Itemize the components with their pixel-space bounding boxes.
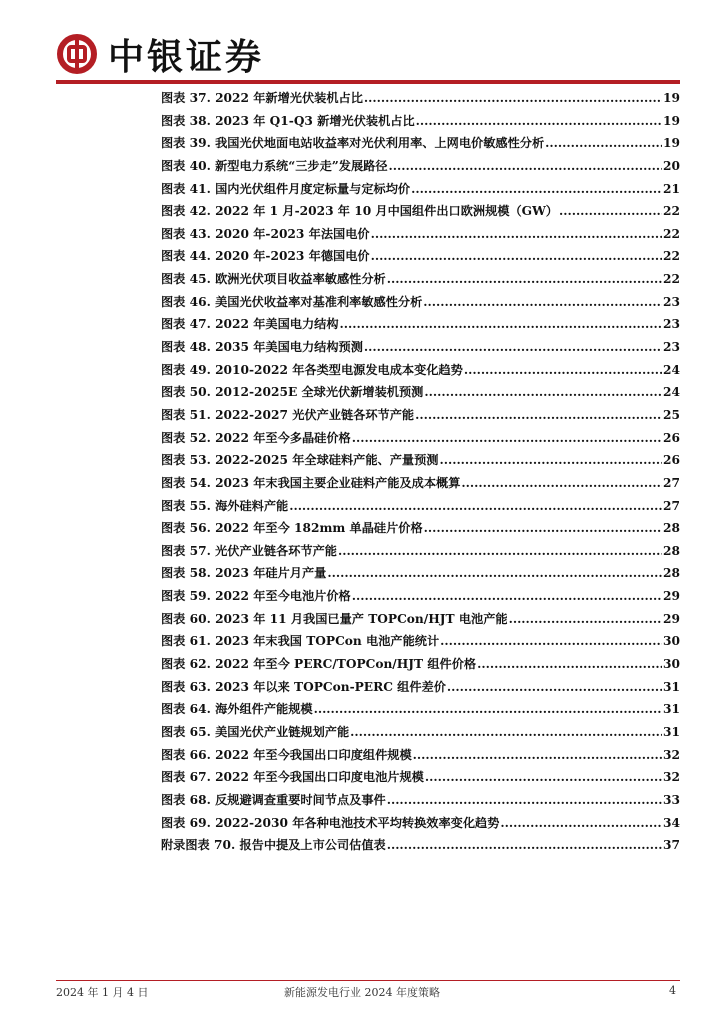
toc-entry-page: 32 [663,770,680,785]
toc-entry-page: 33 [663,792,680,807]
toc-entry-page: 22 [663,272,680,287]
toc-entry[interactable] [161,834,680,857]
toc-entry-label: 图表 37. 2022 年新增光伏装机占比 [161,91,363,105]
header-rule [56,80,680,84]
toc-leader-dots [461,472,662,495]
toc-entry[interactable] [161,517,680,540]
toc-leader-dots [500,812,662,835]
toc-leader-dots [464,359,662,382]
toc-entry[interactable] [161,698,680,721]
toc-entry-label: 图表 63. 2023 年以来 TOPCon-PERC 组件差价 [161,679,446,694]
toc-entry-page: 23 [663,317,680,332]
toc-leader-dots [327,562,662,585]
toc-entry-page: 25 [663,407,680,422]
toc-entry-label: 图表 41. 国内光伏组件月度定标量与定标均价 [161,181,411,196]
toc-entry-label: 图表 49. 2010-2022 年各类型电源发电成本变化趋势 [161,362,463,377]
toc-leader-dots [340,313,662,336]
toc-entry[interactable] [161,359,680,382]
toc-entry-label: 图表 69. 2022-2030 年各种电池技术平均转换效率变化趋势 [161,815,500,830]
toc-entry-page: 27 [663,498,680,513]
toc-entry-label: 图表 60. 2023 年 11 月我国已量产 TOPCon/HJT 电池产能 [161,611,508,626]
toc-leader-dots [439,449,662,472]
toc-entry[interactable] [161,223,680,246]
toc-leader-dots [509,608,662,631]
toc-entry-label: 图表 52. 2022 年至今多晶硅价格 [161,430,351,445]
page-header [56,28,264,80]
toc-entry[interactable] [161,789,680,812]
toc-entry-label: 图表 48. 2035 年美国电力结构预测 [161,340,363,355]
toc-entry-label: 图表 64. 海外组件产能规模 [161,702,313,717]
toc-entry-page: 22 [663,249,680,264]
toc-leader-dots [289,495,662,518]
toc-entry-label: 图表 50. 2012-2025E 全球光伏新增装机预测 [161,385,424,400]
toc-entry-label: 附录图表 70. 报告中提及上市公司估值表 [161,838,386,853]
toc-entry-page: 29 [663,611,680,626]
toc-entry[interactable] [161,812,680,835]
toc-entry-label: 图表 67. 2022 年至今我国出口印度电池片规模 [161,770,424,785]
toc-entry-label: 图表 65. 美国光伏产业链规划产能 [161,724,350,739]
toc-entry-page: 28 [663,566,680,581]
toc-entry[interactable] [161,381,680,404]
toc-entry-page: 23 [663,294,680,309]
toc-entry[interactable] [161,200,680,223]
toc-entry-page: 27 [663,475,680,490]
toc-leader-dots [447,676,662,699]
toc-entry[interactable] [161,178,680,201]
toc-leader-dots [364,336,662,359]
toc-entry-page: 21 [663,181,680,196]
toc-leader-dots [387,834,662,857]
toc-leader-dots [350,721,662,744]
toc-entry-label: 图表 46. 美国光伏收益率对基准利率敏感性分析 [161,294,423,309]
toc-entry[interactable] [161,268,680,291]
toc-entry[interactable] [161,110,680,133]
toc-leader-dots [559,200,662,223]
toc-entry-label: 图表 61. 2023 年末我国 TOPCon 电池产能统计 [161,634,440,649]
toc-entry-page: 31 [663,724,680,739]
toc-entry-label: 图表 45. 欧洲光伏项目收益率敏感性分析 [161,272,386,287]
toc-leader-dots [423,291,662,314]
toc-leader-dots [424,517,662,540]
figure-index-list [161,87,680,857]
toc-entry[interactable] [161,427,680,450]
toc-entry[interactable] [161,495,680,518]
toc-entry-page: 28 [663,543,680,558]
toc-entry[interactable] [161,766,680,789]
toc-entry[interactable] [161,540,680,563]
toc-entry-label: 图表 66. 2022 年至今我国出口印度组件规模 [161,747,412,762]
toc-entry-label: 图表 58. 2023 年硅片月产量 [161,566,327,581]
toc-leader-dots [424,381,662,404]
toc-leader-dots [314,698,662,721]
footer-date: 2024 年 1 月 4 日 [56,986,149,999]
toc-entry-page: 19 [663,113,680,128]
toc-entry-label: 图表 59. 2022 年至今电池片价格 [161,589,351,604]
toc-leader-dots [413,744,662,767]
toc-leader-dots [387,789,662,812]
bank-of-china-logo-icon [56,33,98,75]
page-number: 4 [669,984,676,997]
toc-leader-dots [415,404,662,427]
toc-entry-label: 图表 42. 2022 年 1 月-2023 年 10 月中国组件出口欧洲规模（GW） [161,204,558,219]
toc-entry[interactable] [161,155,680,178]
toc-entry-page: 28 [663,521,680,536]
toc-entry[interactable] [161,336,680,359]
toc-entry[interactable] [161,87,680,110]
toc-entry-page: 30 [663,657,680,672]
toc-entry-page: 29 [663,589,680,604]
toc-entry[interactable] [161,562,680,585]
toc-entry-page: 23 [663,340,680,355]
toc-leader-dots [371,223,662,246]
toc-entry-page: 34 [663,815,680,830]
toc-leader-dots [477,653,662,676]
toc-leader-dots [440,630,662,653]
toc-entry-page: 24 [663,362,680,377]
toc-leader-dots [371,245,662,268]
toc-entry[interactable] [161,449,680,472]
toc-entry-label: 图表 53. 2022-2025 年全球硅料产能、产量预测 [161,453,439,468]
toc-entry-page: 31 [663,679,680,694]
toc-entry-page: 26 [663,430,680,445]
toc-entry-label: 图表 43. 2020 年-2023 年法国电价 [161,226,370,241]
toc-leader-dots [389,155,663,178]
toc-entry-page: 32 [663,747,680,762]
toc-entry-label: 图表 38. 2023 年 Q1-Q3 新增光伏装机占比 [161,113,415,128]
toc-entry[interactable] [161,653,680,676]
toc-entry-label: 图表 40. 新型电力系统“三步走”发展路径 [161,158,388,173]
toc-entry-page: 30 [663,634,680,649]
brand-name: 中银证券 [108,36,265,78]
toc-leader-dots [545,132,662,155]
toc-entry-page: 20 [663,158,680,173]
toc-entry-label: 图表 68. 反规避调查重要时间节点及事件 [161,792,386,807]
toc-leader-dots [338,540,662,563]
toc-entry-page: 22 [663,204,680,219]
toc-entry[interactable] [161,245,680,268]
toc-entry-label: 图表 56. 2022 年至今 182mm 单晶硅片价格 [161,521,423,536]
toc-entry-label: 图表 51. 2022-2027 光伏产业链各环节产能 [161,407,415,422]
toc-entry-label: 图表 39. 我国光伏地面电站收益率对光伏利用率、上网电价敏感性分析 [161,136,545,151]
toc-entry-page: 31 [663,702,680,717]
toc-entry-page: 37 [663,838,680,853]
toc-leader-dots [411,178,662,201]
toc-leader-dots [387,268,662,291]
toc-entry[interactable] [161,132,680,155]
toc-entry-label: 图表 54. 2023 年末我国主要企业硅料产能及成本概算 [161,475,461,490]
toc-entry-page: 19 [663,91,680,105]
toc-entry-label: 图表 44. 2020 年-2023 年德国电价 [161,249,370,264]
toc-leader-dots [425,766,662,789]
toc-entry[interactable] [161,313,680,336]
toc-entry[interactable] [161,585,680,608]
toc-entry-page: 22 [663,226,680,241]
toc-entry[interactable] [161,291,680,314]
toc-entry[interactable] [161,608,680,631]
toc-entry[interactable] [161,744,680,767]
toc-entry-label: 图表 55. 海外硅料产能 [161,498,289,513]
toc-entry-label: 图表 62. 2022 年至今 PERC/TOPCon/HJT 组件价格 [161,657,477,672]
toc-entry[interactable] [161,472,680,495]
toc-entry[interactable] [161,676,680,699]
toc-leader-dots [352,585,662,608]
toc-leader-dots [352,427,662,450]
toc-entry-label: 图表 57. 光伏产业链各环节产能 [161,543,337,558]
toc-leader-dots [416,110,662,133]
footer-rule [56,980,680,981]
toc-entry[interactable] [161,404,680,427]
toc-entry[interactable] [161,630,680,653]
toc-entry[interactable] [161,721,680,744]
toc-entry-page: 19 [663,136,680,151]
toc-entry-label: 图表 47. 2022 年美国电力结构 [161,317,339,332]
toc-leader-dots [364,87,662,110]
footer-title: 新能源发电行业 2024 年度策略 [284,986,440,999]
toc-entry-page: 24 [663,385,680,400]
toc-entry-page: 26 [663,453,680,468]
